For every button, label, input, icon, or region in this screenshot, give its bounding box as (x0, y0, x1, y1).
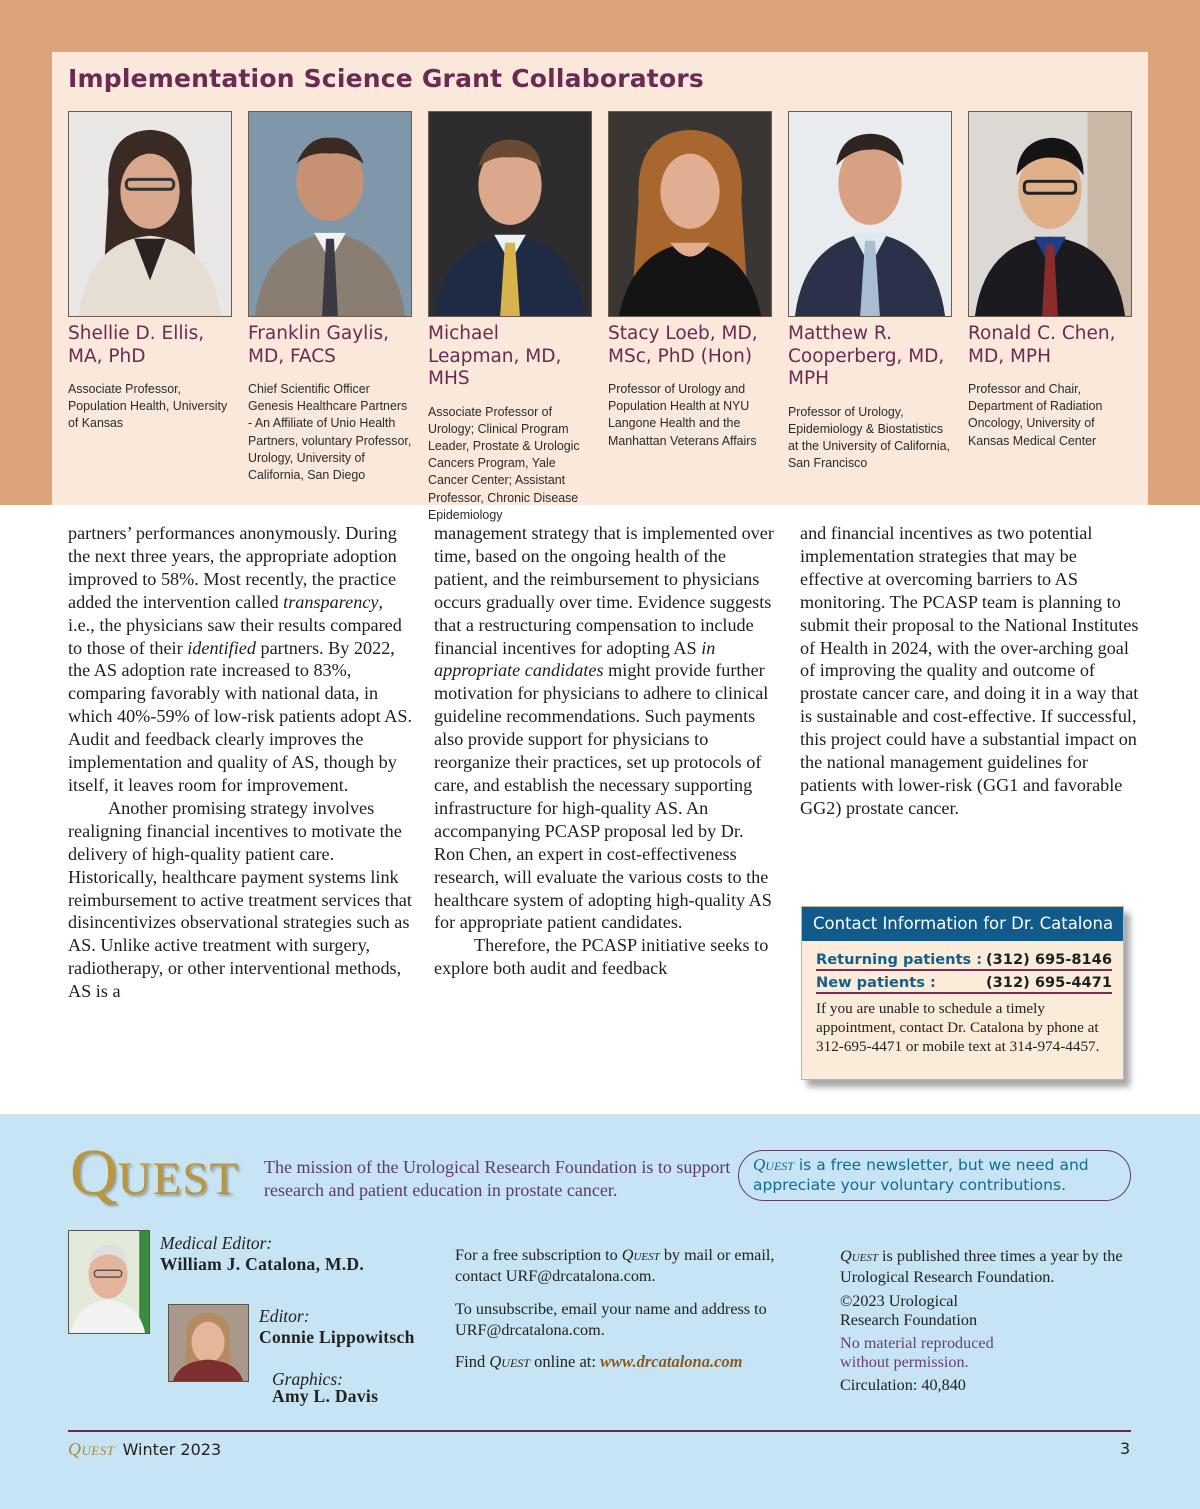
collaborator-photo (788, 111, 952, 317)
collaborator-card (248, 111, 412, 483)
medical-editor-photo (68, 1230, 150, 1334)
article-paragraph: Another promising strategy involves realigning financial incentives to motivate the delivery of high-quality patient care. Historically, healthcare payment systems link reimbursement to active treatment services that disincentivizes observational strategies such as AS. Unlike active treatment with surgery, radiotherapy, or other interventional methods, AS is a (68, 797, 412, 1002)
editor-name: Connie Lippowitsch (259, 1327, 415, 1347)
collaborator-name: Michael Leapman, MD, MHS (428, 323, 562, 389)
collaborator-photo (248, 111, 412, 317)
collaborators-title: Implementation Science Grant Collaborators (68, 64, 704, 93)
collaborator-description: Associate Professor, Population Health, University of Kansas (68, 381, 228, 431)
editor-photo (168, 1304, 249, 1382)
unsubscribe-info: To unsubscribe, email your name and address to URF@drcatalona.com. (455, 1300, 767, 1339)
collaborator-name: Stacy Loeb, MD, MSc, PhD (Hon) (608, 323, 758, 367)
article-column-1 (68, 522, 413, 1003)
medical-editor-name: William J. Catalona, M.D. (160, 1254, 365, 1274)
graphics-role: Graphics: (272, 1369, 343, 1389)
subscription-info: For a free subscription to Quest by mail or email, contact URF@drcatalona.com. (455, 1246, 775, 1285)
footer-divider (68, 1430, 1131, 1432)
article-column-2 (434, 522, 774, 980)
collaborator-name: Matthew R. Cooperberg, MD, MPH (788, 323, 945, 389)
collaborator-card (68, 111, 232, 432)
contact-note: If you are unable to schedule a timely appointment, contact Dr. Catalona by phone at 312-695-4471 or mobile text at 314-974-4457. (816, 1000, 1100, 1055)
mission-statement: The mission of the Urological Research Foundation is to support research and patient education in prostate cancer. (264, 1157, 731, 1200)
publication-info: Quest is published three times a year by the Urological Research Foundation. (840, 1247, 1123, 1286)
footer-issue: Quest Winter 2023 (68, 1439, 222, 1459)
collaborator-name: Ronald C. Chen, MD, MPH (968, 323, 1116, 367)
find-online: Find Quest online at: www.drcatalona.com (455, 1352, 743, 1371)
new-patients-phone[interactable]: (312) 695-4471 (985, 974, 1112, 991)
article-paragraph: management strategy that is implemented over time, based on the ongoing health of the patient, and the reimbursement to physicians occurs gradually over time. Evidence suggests that a restructuring compensation to include financial incentives for adopting AS in appropriate candidates might provide further motivation for physicians to adhere to clinical guideline recommendations. Such payments also provide support for physicians to reorganize their practices, set up protocols of care, and establish the necessary supporting infrastructure for high-quality AS. An accompanying PCASP proposal led by Dr. Ron Chen, an expert in cost-effectiveness research, will evaluate the various costs to the healthcare system of adopting high-quality AS for appropriate patient candidates. (434, 523, 774, 933)
collaborator-description: Associate Professor of Urology; Clinical Program Leader, Prostate & Urologic Cancers Program, Yale Cancer Center; Assistant Professor, Chronic Disease Epidemiology (428, 403, 580, 522)
article-paragraph: Therefore, the PCASP initiative seeks to explore both audit and feedback (434, 935, 769, 979)
medical-editor-role: Medical Editor: (160, 1233, 273, 1253)
collaborator-photo (68, 111, 232, 317)
collaborator-name: Shellie D. Ellis, MA, PhD (68, 323, 205, 367)
returning-patients-phone[interactable]: (312) 695-8146 (985, 951, 1112, 968)
collaborator-description: Professor and Chair, Department of Radiation Oncology, University of Kansas Medical Center (968, 381, 1103, 448)
article-paragraph: and financial incentives as two potential implementation strategies that may be effective at overcoming barriers to AS monitoring. The PCASP team is planning to submit their proposal to the National Institutes of Health in 2024, with the over-arching goal of improving the quality and outcome of prostate cancer care, and doing it in a way that is sustainable and cost-effective. If successful, this project could have a substantial impact on the national management guidelines for patients with lower-risk (GG1 and favorable GG2) prostate cancer. (800, 523, 1139, 818)
returning-patients-row (816, 949, 1112, 971)
collaborator-description: Professor of Urology, Epidemiology & Biostatistics at the University of California, San Francisco (788, 403, 950, 471)
collaborator-card (428, 111, 592, 523)
collaborator-photo (428, 111, 592, 317)
website-link[interactable]: www.drcatalona.com (600, 1352, 743, 1371)
graphics-name: Amy L. Davis (272, 1386, 379, 1406)
article-paragraph: partners’ performances anonymously. During the next three years, the appropriate adoption improved to 58%. Most recently, the practice added the intervention called transparency, i.e., the physicians saw their results compared to those of their identified partners. By 2022, the AS adoption rate increased to 83%, comparing favorably with national data, in which 40%-59% of low-risk patients adopt AS. Audit and feedback clearly improves the implementation and quality of AS, though by itself, it leaves room for improvement. (68, 523, 412, 795)
contact-info-box (801, 906, 1124, 1080)
page-number: 3 (1120, 1439, 1131, 1458)
collaborator-photo (608, 111, 772, 317)
editor-role: Editor: (259, 1306, 310, 1326)
footer-quest-wordmark: Quest (68, 1439, 115, 1459)
collaborator-description: Chief Scientific Officer Genesis Healthcare Partners - An Affiliate of Unio Health Partners, voluntary Professor, Urology, University of California, San Diego (248, 381, 412, 483)
free-newsletter-notice: Quest is a free newsletter, but we need and appreciate your voluntary contributions. (738, 1150, 1131, 1201)
collaborator-photo (968, 111, 1132, 317)
quest-logo: Q UEST (70, 1136, 240, 1209)
returning-patients-label: Returning patients : (816, 951, 983, 968)
copyright: ©2023 Urological Research Foundation (840, 1292, 978, 1329)
new-patients-label: New patients : (816, 974, 936, 991)
collaborator-card (788, 111, 952, 471)
no-reproduction-notice: No material reproduced without permission. (840, 1334, 994, 1371)
circulation: Circulation: 40,840 (840, 1376, 966, 1394)
contact-title: Contact Information for Dr. Catalona (802, 907, 1123, 941)
collaborator-card (968, 111, 1132, 449)
collaborator-description: Professor of Urology and Population Health at NYU Langone Health and the Manhattan Veterans Affairs (608, 381, 757, 448)
new-patients-row (816, 972, 1112, 994)
collaborator-name: Franklin Gaylis, MD, FACS (248, 323, 389, 367)
article-column-3 (800, 522, 1140, 820)
collaborator-card (608, 111, 772, 449)
